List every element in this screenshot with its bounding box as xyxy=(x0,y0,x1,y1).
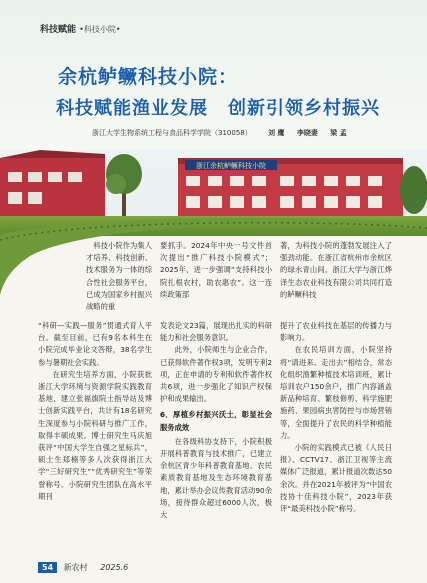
paragraph: 著，为科技小院的蓬勃发展注入了强劲动能。在浙江省杭州市余杭区的绿水青山间，浙江大学与浙江烨泽生态农业科技有限公司共同打造的鲈鳜科技 xyxy=(280,241,392,299)
paragraph: 小院的实践模式已被《人民日报》、CCTV17、浙江卫视等主流媒体广泛报道，累计报道次数达50余次。并在2021年被评为“中国农技协十佳科技小院”，2023年获评“最美科技小院”称号。 xyxy=(280,443,392,514)
paragraph: 要抓手。2024年中央一号文件首次提出“推广科技小院模式”；2025年，进一步强调“支持科技小院扎根农村，助农惠农”。这一连续政策部 xyxy=(160,241,272,299)
article-title-line2b: 创新引领乡村振兴 xyxy=(228,98,380,119)
paragraph: 此外，小院师生与企业合作，已获得软件著作权3项，发明专利2项，正在申请的专利和软件著作权共6项，进一步强化了知识产权保护和成果输出。 xyxy=(160,345,272,404)
article-title-line2 xyxy=(56,94,380,120)
column-3 xyxy=(280,240,392,301)
paragraph: 发表论文23篇，展现出扎实的科研能力和社会服务意识。 xyxy=(160,321,272,343)
section-tag-sub: •科技小院• xyxy=(79,25,121,34)
column-1 xyxy=(40,240,152,313)
author-names xyxy=(258,129,347,137)
column-2-lower xyxy=(160,320,272,521)
paragraph: 在农民培训方面，小院坚持将“请进来、走出去”相结合，常态化组织渔繁种植技术培训班，累计培训农户150余户，推广内容涵盖新品种培育、繁枝修剪、科学施肥施药、果园病虫害防控与市场营销等，全面提升了农民的科学种植能力。 xyxy=(280,345,392,440)
author-name: 梁 孟 xyxy=(330,129,347,137)
article-title-line1: 余杭鲈鳜科技小院： xyxy=(58,66,239,88)
article-title-line2a: 科技赋能渔业发展 xyxy=(56,98,208,119)
author-name: 李晓妻 xyxy=(296,129,318,137)
column-3-lower xyxy=(280,320,392,515)
page-number: 54 xyxy=(38,562,57,573)
byline xyxy=(92,128,347,138)
paragraph: “科研—实践—服务”贯通式育人平台。截至目前，已有9名本科生在小院完成毕业论文答辩，38名学生参与暑期社会实践。 xyxy=(38,321,152,367)
column-2 xyxy=(160,240,272,301)
author-affiliation: 浙江大学生物系统工程与食品科学学院（310058） xyxy=(92,129,252,137)
paragraph: 科技小院作为集人才培养、科技创新、技术服务为一体的综合性社会服务平台，已成为国家乡村振兴战略的重 xyxy=(86,241,152,312)
section-heading: 6．厚植乡村振兴沃土，彰显社会服务成效 xyxy=(160,410,272,432)
page-footer xyxy=(38,562,128,573)
author-name: 刘 鹰 xyxy=(267,129,285,137)
column-1-lower xyxy=(38,320,152,503)
section-tag xyxy=(40,22,121,35)
magazine-name: 新农村 xyxy=(63,563,88,572)
paragraph: 在各级科协支持下，小院积极开展科普教育与技术推广，已建立余杭区青少年科普教育基地、农民素质教育基地及生态环境教育基地，累计举办会议传教育活动90余场，接待群众超过6000人次，极大 xyxy=(160,436,272,520)
section-tag-label: 科技赋能 xyxy=(40,25,77,35)
issue-date: 2025.6 xyxy=(100,563,129,572)
paragraph: 在研究生培养方面，小院获批浙江大学环境与资源学院实践教育基地，建立张福旗院士指导站及博士创新实践平台，共计有18名研究生深度参与小院科研与推广工作，取得丰硕成果。博士研究生马庆旭获评“中国大学生自强之星标兵”，硕士生郑楠等多人次获得浙江大学“三好研究生”“优秀研究生”等荣誉称号。小院研究生团队在高水平期刊 xyxy=(38,369,152,501)
paragraph: 提升了农业科技在基层的传播力与影响力。 xyxy=(280,321,392,343)
building-sign: 浙江余杭鲈鳜科技小院 xyxy=(196,162,266,170)
